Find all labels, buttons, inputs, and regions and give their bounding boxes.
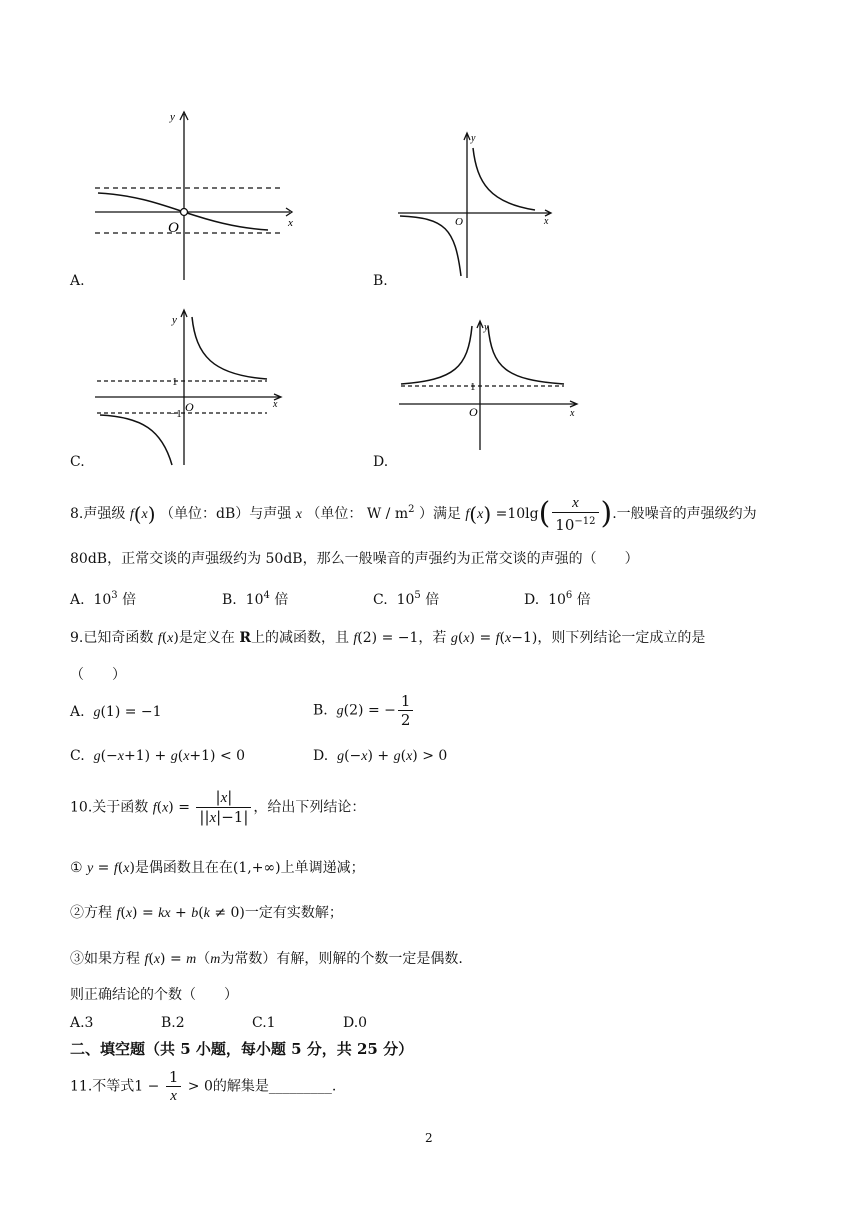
graph-d	[396, 318, 581, 458]
graph-b	[395, 128, 560, 283]
q10-statement-1: ① y = f(x)是偶函数且在在(1,+∞)上单调递减；	[70, 860, 365, 876]
q8-option-d: D. $10^6$ 倍	[524, 590, 591, 608]
x-axis-label: x	[288, 217, 293, 229]
origin-label: O	[469, 405, 478, 419]
q10-count-question: 则正确结论的个数（ ）	[70, 987, 238, 1003]
question-9-line-1: 9.已知奇函数 f(x)是定义在 R上的减函数，且 f(2) = −1，若 g(x) = f(x−1)，则下列结论一定成立的是	[70, 630, 706, 646]
q10-option-c: C.1	[252, 1015, 276, 1031]
x-axis-label: x	[570, 408, 575, 419]
q10-option-d: D.0	[343, 1015, 368, 1031]
graph-label-b: B.	[373, 273, 388, 289]
q9-option-c: C. g(−x+1) + g(x+1) < 0	[70, 748, 246, 764]
x-axis-label: x	[273, 399, 278, 410]
tick-label-one: 1	[470, 381, 476, 393]
q10-statement-2: ②方程 f(x) = kx + b(k ≠ 0)一定有实数解；	[70, 905, 343, 921]
section-heading: 二、填空题（共 5 小题，每小题 5 分，共 25 分）	[70, 1040, 414, 1058]
tick-label-one: 1	[172, 376, 178, 388]
y-axis-label: y	[471, 133, 476, 144]
q10-statement-3: ③如果方程 f(x) = m（m为常数）有解，则解的个数一定是偶数.	[70, 951, 463, 967]
q9-option-d: D. g(−x) + g(x) > 0	[313, 748, 448, 764]
graph-a	[90, 108, 300, 283]
y-axis-label: y	[172, 314, 177, 326]
y-axis-label: y	[484, 322, 489, 333]
origin-label: O	[168, 220, 179, 236]
y-axis-label: y	[170, 111, 175, 123]
origin-label: O	[455, 216, 463, 228]
question-8-line-1: 8.声强级 f(x) （单位：dB）与声强 x （单位： W / $m^2$ ）满足 f(x) =10lg( $\frac{x}{10^{-12}}$ ).一般噪音的声强级约为	[70, 495, 757, 534]
question-8-line-2: 80dB，正常交谈的声强级约为 50dB，那么一般噪音的声强约为正常交谈的声强的（ ）	[70, 551, 639, 567]
graph-label-c: C.	[70, 454, 85, 470]
answer-blank: _________	[268, 1078, 332, 1095]
question-10-line-1: 10.关于函数 f(x) = $\frac{|x|}{||x|-1|}$ ，给出下列结论：	[70, 788, 366, 826]
x-axis-label: x	[544, 216, 549, 227]
graph-label-a: A.	[70, 273, 85, 289]
q9-option-a: A. g(1) = −1	[70, 704, 162, 720]
question-11: 11.不等式1 − $\frac{1}{x}$ > 0的解集是_________.	[70, 1068, 337, 1104]
graph-label-d: D.	[373, 454, 389, 470]
graph-c	[92, 305, 292, 467]
tick-label-minus-one: −1	[170, 408, 182, 420]
q10-option-a: A.3	[70, 1015, 94, 1031]
q9-option-b: B. g(2) = − $\frac{1}{2}$	[313, 692, 415, 729]
q8-option-b: B. $10^4$ 倍	[222, 590, 289, 608]
q8-option-c: C. $10^5$ 倍	[373, 590, 440, 608]
q10-option-b: B.2	[161, 1015, 185, 1031]
question-9-paren: （ ）	[70, 667, 126, 683]
q8-option-a: A. $10^3$ 倍	[70, 590, 137, 608]
page-number: 2	[425, 1131, 433, 1145]
origin-label: O	[185, 400, 194, 414]
